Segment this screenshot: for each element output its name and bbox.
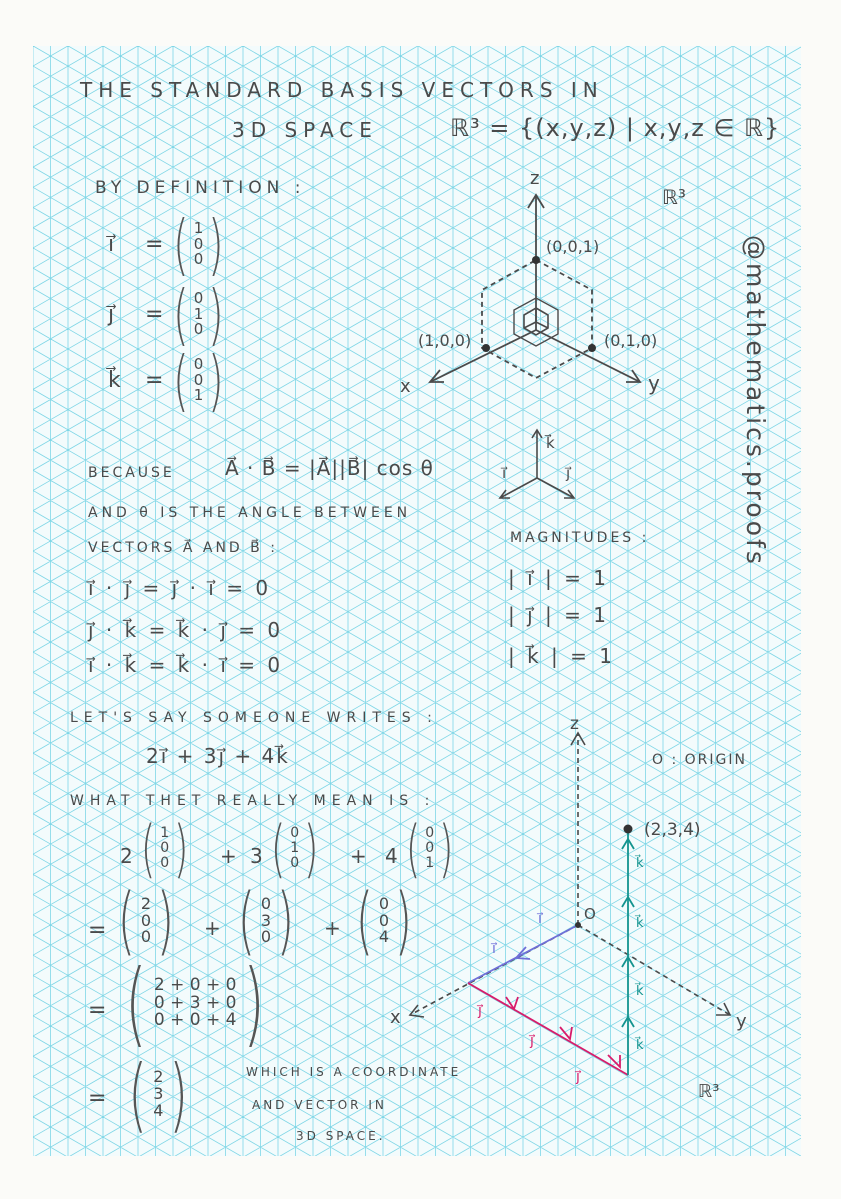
- right-paren: ): [394, 878, 413, 964]
- matrix-entry: 0: [193, 370, 204, 389]
- matrix-entry: 0: [193, 288, 204, 307]
- coefficient: 4: [385, 844, 398, 868]
- coefficient: 2: [120, 844, 133, 868]
- matrix-entries: [153, 1069, 163, 1119]
- left-paren: (: [128, 1048, 147, 1141]
- matrix-entry: 0: [160, 854, 170, 871]
- matrix-entry: 0 + 3 + 0: [153, 992, 237, 1013]
- matrix-entry: 0: [160, 840, 170, 857]
- matrix-entries: [140, 893, 152, 947]
- j-vector-path: [468, 983, 628, 1075]
- plus-sign: +: [204, 916, 221, 940]
- caption-line-3: 3D SPACE.: [296, 1129, 386, 1143]
- orthogonality-equation: i⃗ · j⃗ = j⃗ · i⃗ = 0: [88, 576, 272, 600]
- matrix-entries: [260, 893, 272, 947]
- j-label-2: j⃗: [530, 1033, 534, 1049]
- left-paren: (: [237, 878, 256, 964]
- matrix-entry: 2 + 0 + 0: [153, 974, 237, 995]
- matrix-entry: 0: [193, 234, 204, 253]
- result-matrix: [122, 1048, 195, 1141]
- matrix-entries: [193, 354, 204, 405]
- example-what: WHAT THET REALLY MEAN IS :: [70, 793, 436, 809]
- matrix-entry: 2: [153, 1067, 164, 1087]
- origin-marker: [575, 922, 581, 928]
- k-label-1: k⃗: [636, 856, 644, 871]
- point-2-3-4-marker: [624, 825, 633, 834]
- matrix-entries: [193, 218, 204, 269]
- matrix-entry: 0: [193, 354, 204, 373]
- origin-legend: O : ORIGIN: [652, 752, 747, 768]
- point-x-marker: [482, 344, 490, 352]
- matrix-entry: 4: [153, 1100, 164, 1120]
- axis-z-label: z: [530, 168, 540, 189]
- definition-heading: BY DEFINITION :: [95, 178, 306, 198]
- matrix-entries: [193, 288, 204, 339]
- because-label: BECAUSE: [88, 465, 175, 481]
- axis-y-label-bottom: y: [736, 1011, 747, 1032]
- right-paren: ): [169, 1048, 189, 1141]
- mini-j-label: j⃗: [566, 464, 571, 482]
- coefficient: 3: [250, 844, 263, 868]
- right-paren: ): [303, 812, 319, 885]
- matrix-entry: 0: [290, 854, 300, 871]
- orthogonality-equation: j⃗ · k⃗ = k⃗ · j⃗ = 0: [88, 618, 284, 642]
- space-label-bottom: ℝ³: [698, 1081, 720, 1102]
- axis-x-label-bottom: x: [390, 1007, 401, 1028]
- matrix-entries: [290, 826, 299, 870]
- i-vector-path: [468, 925, 578, 983]
- title-line-2: 3D SPACE: [232, 118, 378, 142]
- set-definition: ℝ³ = {(x,y,z) | x,y,z ∈ ℝ}: [450, 114, 781, 142]
- right-paren: ): [208, 276, 224, 353]
- point-label: (2,3,4): [644, 820, 701, 840]
- matrix-entry: 2: [140, 893, 152, 913]
- matrix-entry: 0: [193, 250, 204, 269]
- left-paren: (: [125, 950, 147, 1057]
- point-z-label: (0,0,1): [546, 237, 600, 256]
- matrix-entry: 1: [290, 840, 300, 857]
- matrix-entry: 0: [193, 320, 204, 339]
- basis-vector-name: i⃗: [108, 232, 116, 257]
- because-formula: A⃗ · B⃗ = |A⃗||B⃗| cos θ: [225, 456, 434, 480]
- matrix-entry: 3: [153, 1084, 164, 1104]
- j-label-3: j⃗: [576, 1069, 580, 1085]
- matrix-entries: [160, 826, 169, 870]
- matrix-entry: 0: [378, 893, 390, 913]
- mini-basis-diagram: [482, 418, 592, 518]
- axis-y-label: y: [648, 371, 660, 395]
- author-handle: @mathematics.proofs: [741, 235, 770, 567]
- right-paren: ): [208, 206, 224, 283]
- equals-sign: =: [145, 232, 165, 257]
- left-paren: (: [173, 342, 189, 419]
- k-label-4: k⃗: [636, 1038, 644, 1053]
- magnitude-item: | j⃗ | = 1: [508, 603, 609, 627]
- and-theta-line: AND θ IS THE ANGLE BETWEEN: [88, 505, 412, 521]
- left-paren: (: [355, 878, 374, 964]
- magnitude-item: | k⃗ | = 1: [508, 644, 615, 668]
- right-paren: ): [276, 878, 295, 964]
- k-vector-path: [622, 831, 634, 1075]
- right-paren: ): [156, 878, 175, 964]
- sum-matrix: [118, 950, 272, 1057]
- k-label-3: k⃗: [636, 984, 644, 999]
- magnitudes-heading: MAGNITUDES :: [510, 530, 650, 546]
- point-y-label: (0,1,0): [604, 331, 658, 350]
- equals-sign: =: [145, 368, 165, 393]
- y-axis-dashed: [578, 925, 730, 1015]
- right-paren: ): [438, 812, 454, 885]
- mini-k-label: k⃗: [546, 434, 555, 452]
- basis-axes-diagram: [400, 160, 730, 420]
- matrix-entry: 1: [425, 854, 435, 871]
- unit-vector-matrix: [266, 812, 323, 885]
- i-label-2: i⃗: [492, 941, 496, 957]
- j-label-1: j⃗: [478, 1003, 482, 1019]
- example-intro: LET'S SAY SOMEONE WRITES :: [70, 710, 438, 726]
- magnitude-item: | i⃗ | = 1: [508, 566, 609, 590]
- matrix-entry: 0: [260, 893, 272, 913]
- basis-vector-matrix: [168, 206, 229, 283]
- vectors-label: VECTORS A⃗ AND B⃗ :: [88, 540, 278, 556]
- title-line-1: THE STANDARD BASIS VECTORS IN: [80, 78, 604, 102]
- equals-sign: =: [88, 918, 107, 943]
- matrix-entry: 3: [260, 910, 272, 930]
- mini-i-label: i⃗: [502, 464, 507, 482]
- axis-z-label-bottom: z: [570, 715, 579, 734]
- space-label-top: ℝ³: [662, 185, 686, 209]
- right-paren: ): [208, 342, 224, 419]
- basis-vector-name: k⃗: [108, 368, 122, 393]
- equals-sign: =: [145, 302, 165, 327]
- matrix-entries: [153, 974, 237, 1031]
- basis-vector-matrix: [168, 342, 229, 419]
- equals-sign: =: [88, 1086, 107, 1111]
- axis-x-label: x: [400, 376, 411, 397]
- origin-label: O: [584, 905, 596, 923]
- left-paren: (: [117, 878, 136, 964]
- plus-sign: +: [220, 844, 237, 868]
- matrix-entry: 0 + 0 + 4: [153, 1010, 237, 1031]
- matrix-entry: 0: [140, 910, 152, 930]
- left-paren: (: [173, 276, 189, 353]
- point-x-label: (1,0,0): [418, 331, 472, 350]
- point-y-marker: [588, 344, 596, 352]
- unit-vector-matrix: [136, 812, 193, 885]
- matrix-entry: 1: [193, 218, 204, 237]
- left-paren: (: [270, 812, 286, 885]
- point-z-marker: [532, 256, 540, 264]
- i-label-1: i⃗: [538, 911, 542, 927]
- k-label-2: k⃗: [636, 916, 644, 931]
- caption-line-2: AND VECTOR IN: [252, 1098, 387, 1112]
- matrix-entry: 0: [378, 910, 390, 930]
- matrix-entry: 0: [260, 927, 272, 947]
- coordinate-vector-diagram: [380, 715, 780, 1115]
- matrix-entry: 0: [425, 825, 435, 842]
- matrix-entry: 1: [160, 825, 170, 842]
- equals-sign: =: [88, 998, 107, 1023]
- basis-vector-name: j⃗: [108, 302, 116, 327]
- matrix-entry: 4: [378, 927, 390, 947]
- matrix-entry: 1: [193, 386, 204, 405]
- matrix-entry: 0: [290, 825, 300, 842]
- left-paren: (: [405, 812, 421, 885]
- example-expression: 2i⃗ + 3j⃗ + 4k⃗: [146, 744, 290, 768]
- left-paren: (: [173, 206, 189, 283]
- matrix-entry: 0: [425, 840, 435, 857]
- right-paren: ): [243, 950, 266, 1057]
- matrix-entry: 1: [193, 304, 204, 323]
- plus-sign: +: [350, 844, 367, 868]
- plus-sign: +: [324, 916, 341, 940]
- orthogonality-equation: i⃗ · k⃗ = k⃗ · i⃗ = 0: [88, 653, 284, 677]
- caption-line-1: WHICH IS A COORDINATE: [246, 1065, 462, 1079]
- dashed-hexagon: [482, 260, 592, 378]
- matrix-entry: 0: [140, 927, 152, 947]
- right-paren: ): [173, 812, 189, 885]
- left-paren: (: [140, 812, 156, 885]
